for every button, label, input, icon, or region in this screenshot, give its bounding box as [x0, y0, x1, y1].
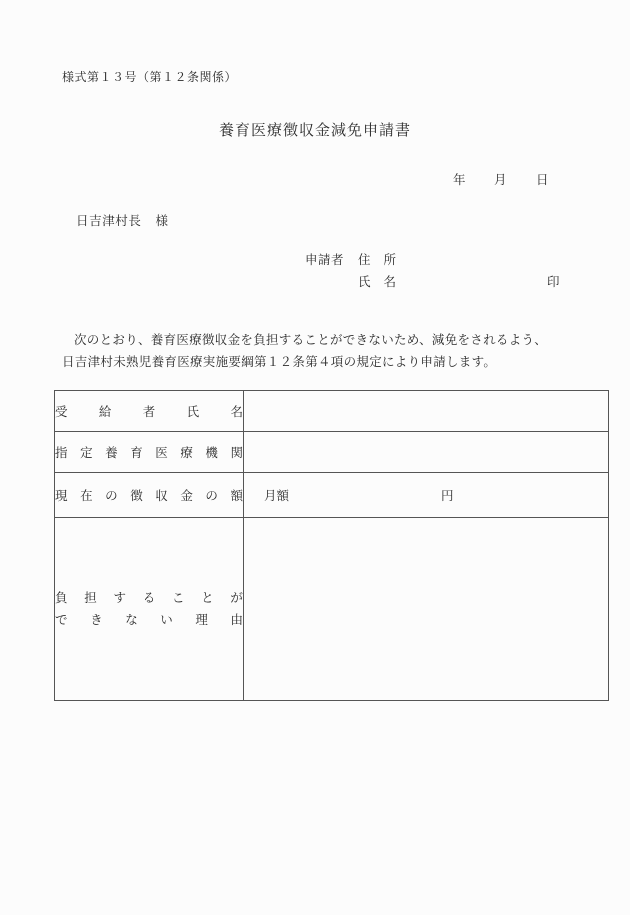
label-char: い: [160, 612, 173, 627]
table-row-recipient-name: [55, 391, 609, 432]
label-char: き: [90, 612, 103, 627]
document-title: 養育医療徴収金減免申請書: [218, 121, 411, 139]
name-label-char: 氏: [358, 274, 371, 289]
label-char: な: [125, 612, 138, 627]
label-char: で: [55, 612, 68, 627]
label-char: 徴: [130, 488, 143, 503]
label-char: の: [105, 488, 118, 503]
label-recipient-name: [55, 391, 244, 432]
label-char: の: [205, 488, 218, 503]
table-row-reason: [55, 518, 609, 701]
applicant-label: 申請者: [305, 252, 345, 267]
name-label: [358, 272, 396, 290]
reason-field[interactable]: [244, 518, 609, 701]
table-row-medical-institution: [55, 432, 609, 473]
table-row-current-amount: [55, 473, 609, 518]
label-char: 指: [55, 445, 68, 460]
addressee: [76, 211, 169, 229]
address-label-char: 住: [358, 252, 371, 267]
monthly-amount-label: 月額: [264, 488, 290, 503]
label-char: こ: [171, 590, 185, 605]
label-current-amount: [55, 473, 244, 518]
label-char: 育: [130, 445, 143, 460]
label-char: 者: [142, 404, 156, 419]
label-char: 給: [98, 404, 112, 419]
body-text: [62, 329, 547, 373]
label-char: 負: [55, 590, 68, 605]
label-char: と: [201, 590, 214, 605]
label-char: 額: [230, 488, 243, 503]
name-label-char: 名: [383, 274, 397, 289]
label-char: 金: [180, 488, 193, 503]
address-label: [358, 250, 396, 268]
label-char: る: [142, 590, 156, 605]
body-line-1: 次のとおり、養育医療徴収金を負担することができないため、減免をされるよう、: [74, 332, 548, 347]
label-reason: [55, 518, 244, 701]
address-label-char: 所: [383, 252, 397, 267]
label-char: 養: [105, 445, 118, 460]
label-char: 担: [84, 590, 97, 605]
addressee-name: 日吉津村長: [76, 213, 142, 228]
form-number: 様式第１３号（第１２条関係）: [62, 70, 238, 84]
date-month-label: 月: [494, 172, 507, 187]
current-amount-field[interactable]: [244, 473, 609, 518]
date-day-label: 日: [536, 172, 549, 187]
application-table: [54, 390, 609, 701]
recipient-name-field[interactable]: [244, 391, 609, 432]
label-char: 理: [195, 612, 208, 627]
label-char: 定: [80, 445, 93, 460]
label-char: 関: [230, 445, 243, 460]
label-char: 名: [230, 404, 243, 419]
label-medical-institution: [55, 432, 244, 473]
label-char: 氏: [186, 404, 200, 419]
label-char: 由: [230, 612, 243, 627]
medical-institution-field[interactable]: [244, 432, 609, 473]
yen-unit-label: 円: [441, 488, 454, 503]
label-char: が: [230, 590, 243, 605]
label-char: 療: [180, 445, 193, 460]
label-char: 現: [55, 488, 68, 503]
label-char: 収: [155, 488, 168, 503]
label-char: 医: [155, 445, 168, 460]
label-char: 受: [55, 404, 68, 419]
addressee-honorific: 様: [155, 213, 169, 228]
date-year-label: 年: [453, 172, 466, 187]
label-char: す: [113, 590, 126, 605]
body-line-2: 日吉津村未熟児養育医療実施要綱第１２条第４項の規定により申請します。: [62, 354, 497, 369]
label-char: 在: [80, 488, 93, 503]
label-char: 機: [205, 445, 218, 460]
seal-mark: 印: [547, 274, 560, 289]
